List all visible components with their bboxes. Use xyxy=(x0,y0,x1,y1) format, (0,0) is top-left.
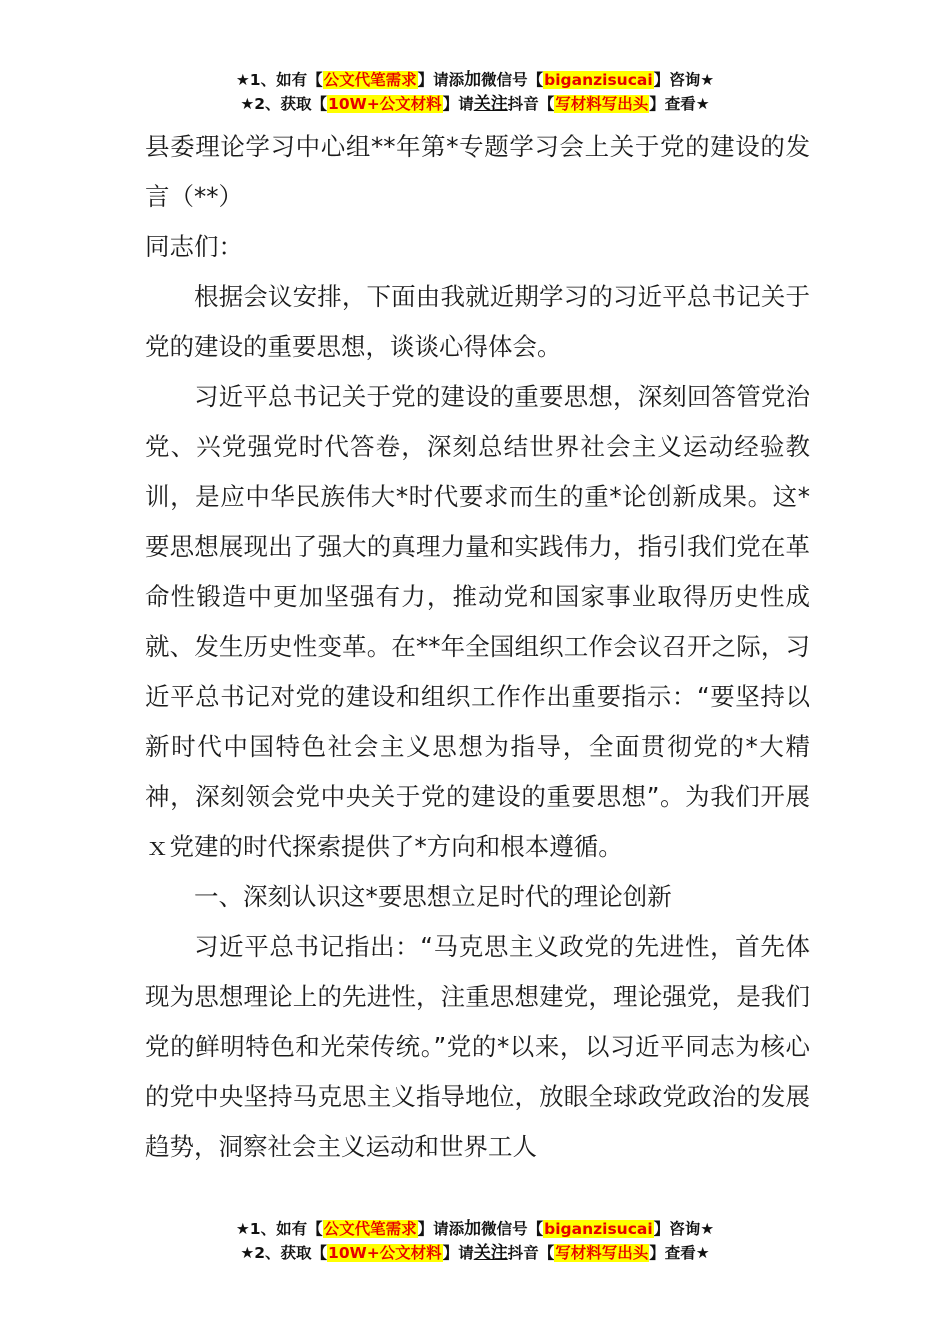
header-banner xyxy=(0,68,950,116)
banner-text: ★2、获取【 xyxy=(240,95,328,113)
paragraph: 根据会议安排，下面由我就近期学习的习近平总书记关于党的建设的重要思想，谈谈心得体会。 xyxy=(145,282,810,361)
banner-line-2 xyxy=(0,92,950,116)
banner-text: 】咨询★ xyxy=(653,1220,715,1238)
banner-text: ★1、如有【 xyxy=(235,71,323,89)
banner-text: 】请 xyxy=(442,1244,474,1262)
banner-emphasis: 加 xyxy=(464,70,482,90)
banner-emphasis: 关注 xyxy=(473,94,508,114)
banner-text: 抖音【 xyxy=(507,1244,555,1262)
banner-text: 】查看★ xyxy=(649,1244,710,1262)
banner-text: ★1、如有【 xyxy=(235,1220,323,1238)
banner-line-2 xyxy=(0,1241,950,1265)
banner-text: 】请添 xyxy=(417,1220,465,1238)
banner-text: 】请 xyxy=(442,95,474,113)
banner-emphasis: 关注 xyxy=(473,1243,508,1263)
banner-highlight: 10W+公文材料 xyxy=(328,95,442,113)
banner-highlight: 10W+公文材料 xyxy=(328,1244,442,1262)
salutation: 同志们： xyxy=(145,232,243,261)
banner-text: 】请添 xyxy=(417,71,465,89)
paragraph: 习近平总书记指出：“马克思主义政党的先进性，首先体现为思想理论上的先进性，注重思想建党，理论强党，是我们党的鲜明特色和光荣传统。”党的*以来，以习近平同志为核心的党中央坚持马克思主义指导地位，放眼全球政党政治的发展趋势，洞察社会主义运动和世界工人 xyxy=(145,932,810,1161)
banner-text: 】咨询★ xyxy=(653,71,715,89)
banner-highlight: biganzisucai xyxy=(544,71,653,89)
banner-line-1 xyxy=(0,68,950,92)
banner-highlight: 公文代笔需求 xyxy=(323,71,417,89)
banner-highlight: 公文代笔需求 xyxy=(323,1220,417,1238)
document-title: 县委理论学习中心组**年第*专题学习会上关于党的建设的发言（**） xyxy=(145,132,810,211)
banner-emphasis: 加 xyxy=(464,1219,482,1239)
banner-line-1 xyxy=(0,1217,950,1241)
paragraph: 习近平总书记关于党的建设的重要思想，深刻回答管党治党、兴党强党时代答卷，深刻总结世界社会主义运动经验教训，是应中华民族伟大*时代要求而生的重*论创新成果。这*要思想展现出了强大的真理力量和实践伟力，指引我们党在革命性锻造中更加坚强有力，推动党和国家事业取得历史性成就、发生历史性变革。在**年全国组织工作会议召开之际，习近平总书记对党的建设和组织工作作出重要指示：“要坚持以新时代中国特色社会主义思想为指导，全面贯彻党的*大精神，深刻领会党中央关于党的建设的重要思想”。为我们开展ｘ党建的时代探索提供了*方向和根本遵循。 xyxy=(145,382,810,861)
banner-text: 】查看★ xyxy=(649,95,710,113)
banner-highlight: 写材料写出头 xyxy=(555,1244,649,1262)
document-body xyxy=(145,122,810,1172)
banner-text: 抖音【 xyxy=(507,95,555,113)
section-heading: 一、深刻认识这*要思想立足时代的理论创新 xyxy=(194,882,672,911)
banner-highlight: 写材料写出头 xyxy=(555,95,649,113)
banner-highlight: biganzisucai xyxy=(544,1220,653,1238)
banner-text: 微信号【 xyxy=(481,1220,544,1238)
banner-text: ★2、获取【 xyxy=(240,1244,328,1262)
banner-text: 微信号【 xyxy=(481,71,544,89)
footer-banner xyxy=(0,1217,950,1265)
